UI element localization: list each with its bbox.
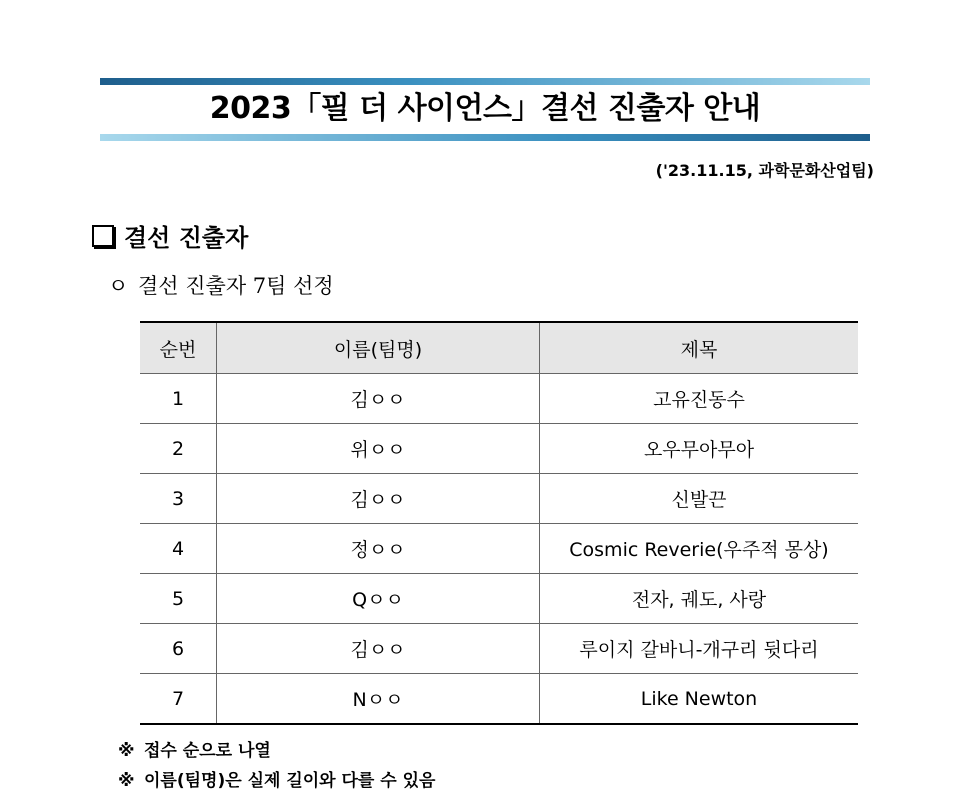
cell-number: 6 [140,624,217,674]
header-name: 이름(팀명) [217,322,540,374]
cell-title: 고유진동수 [540,374,859,424]
cell-title: 루이지 갈바니-개구리 뒷다리 [540,624,859,674]
cell-name: 정ㅇㅇ [217,524,540,574]
cell-name: Qㅇㅇ [217,574,540,624]
cell-title: 전자, 궤도, 사랑 [540,574,859,624]
table-row [140,474,858,524]
table-row [140,374,858,424]
table-header-row [140,322,858,374]
cell-name: 김ㅇㅇ [217,474,540,524]
table-row [140,624,858,674]
note-order [118,736,271,761]
cell-title: 신발끈 [540,474,859,524]
cell-name: 위ㅇㅇ [217,424,540,474]
cell-number: 7 [140,674,217,725]
cell-number: 2 [140,424,217,474]
cell-name: 김ㅇㅇ [217,374,540,424]
date-department: ('23.11.15, 과학문화산업팀) [655,161,874,180]
cell-number: 4 [140,524,217,574]
cell-number: 5 [140,574,217,624]
table-row [140,574,858,624]
section-heading-label: 결선 진출자 [124,224,249,252]
note-text: 이름(팀명)은 실제 길이와 다를 수 있음 [144,771,436,791]
reference-mark-icon: ※ [118,741,135,761]
checkbox-square-icon [92,225,114,247]
page-title: 2023「필 더 사이언스」결선 진출자 안내 [209,91,761,126]
table-row [140,524,858,574]
cell-number: 1 [140,374,217,424]
cell-title: Like Newton [540,674,859,725]
header-number: 순번 [140,322,217,374]
header-title: 제목 [540,322,859,374]
table-row [140,424,858,474]
cell-title: 오우무아무아 [540,424,859,474]
bullet-line [108,270,334,300]
cell-title: Cosmic Reverie(우주적 몽상) [540,524,859,574]
title-bar-top [100,78,870,85]
bullet-icon: ㅇ [108,274,129,298]
title-bar-bottom [100,134,870,141]
cell-number: 3 [140,474,217,524]
finalists-table [140,321,858,725]
table-row [140,674,858,725]
note-name-length [118,766,435,791]
section-heading [92,218,248,253]
cell-name: Nㅇㅇ [217,674,540,725]
cell-name: 김ㅇㅇ [217,624,540,674]
bullet-text: 결선 진출자 7팀 선정 [138,274,334,298]
reference-mark-icon: ※ [118,771,135,791]
note-text: 접수 순으로 나열 [144,741,271,761]
